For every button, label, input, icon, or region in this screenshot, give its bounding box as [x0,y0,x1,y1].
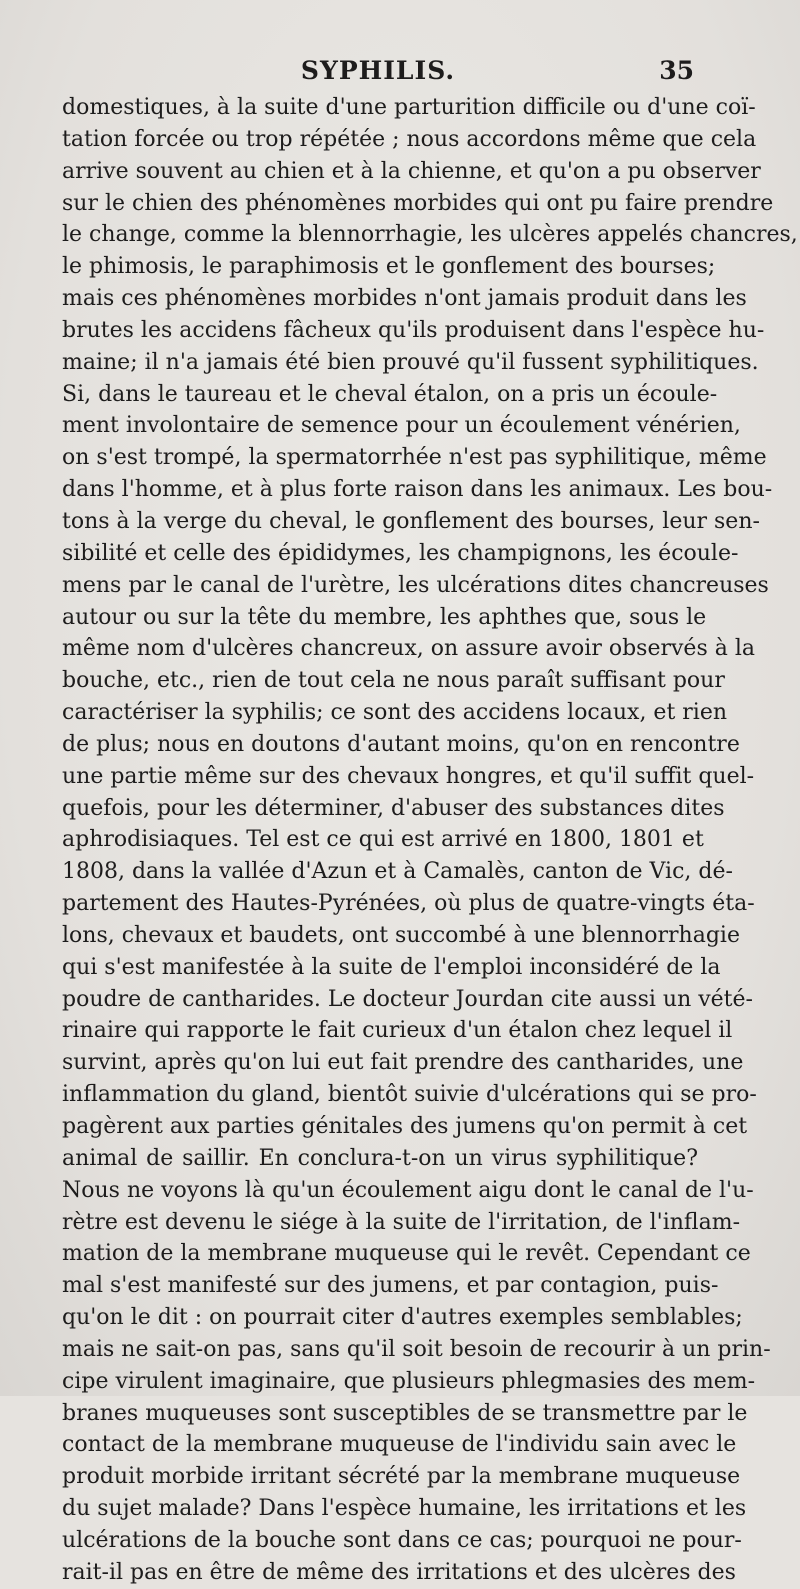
text-line: mens par le canal de l'urètre, les ulcérations dites chancreuses [62,572,769,598]
text-line: produit morbide irritant sécrété par la membrane muqueuse [62,1464,741,1490]
text-line: mais ne sait-on pas, sans qu'il soit besoin de recourir à un prin- [62,1336,771,1362]
text-line: de plus; nous en doutons d'autant moins, qu'on en rencontre [62,731,740,757]
text-line: mation de la membrane muqueuse qui le revêt. Cependant ce [62,1241,751,1267]
text-line: caractériser la syphilis; ce sont des accidens locaux, et rien [62,700,728,726]
text-line: ulcérations de la bouche sont dans ce cas; pourquoi ne pour- [62,1527,742,1553]
text-line: inflammation du gland, bientôt suivie d'ulcérations qui se pro- [62,1082,757,1108]
text-line: maine; il n'a jamais été bien prouvé qu'il fussent syphilitiques. [62,349,759,375]
text-line: poudre de cantharides. Le docteur Jourdan cite aussi un vété- [62,986,753,1012]
text-line: quefois, pour les déterminer, d'abuser des substances dites [62,795,725,821]
text-line: sibilité et celle des épididymes, les champignons, les écoule- [62,540,739,566]
text-line: dans l'homme, et à plus forte raison dans les animaux. Les bou- [62,477,773,503]
text-line: mal s'est manifesté sur des jumens, et par contagion, puis- [62,1273,719,1299]
text-line: tons à la verge du cheval, le gonflement des bourses, leur sen- [62,508,760,534]
text-line: branes muqueuses sont susceptibles de se transmettre par le [62,1400,748,1426]
text-line: contact de la membrane muqueuse de l'individu sain avec le [62,1432,737,1458]
text-line: même nom d'ulcères chancreux, on assure avoir observés à la [62,636,755,662]
text-line: tation forcée ou trop répétée ; nous accordons même que cela [62,126,757,152]
text-line: ment involontaire de semence pour un écoulement vénérien, [62,413,741,439]
text-line: pagèrent aux parties génitales des jumens qu'on permit à cet [62,1114,748,1139]
text-line: Si, dans le taureau et le cheval étalon, on a pris un écoule- [62,381,718,407]
text-line: bouche, etc., rien de tout cela ne nous paraît suffisant pour [62,668,725,694]
text-line: partement des Hautes-Pyrénées, où plus de quatre-vingts éta- [62,891,755,917]
text-line: mais ces phénomènes morbides n'ont jamais produit dans les [62,286,747,312]
text-line: du sujet malade? Dans l'espèce humaine, les irritations et les [62,1496,747,1522]
text-line: rinaire qui rapporte le fait curieux d'un étalon chez lequel il [62,1018,733,1044]
text-line: on s'est trompé, la spermatorrhée n'est pas syphilitique, même [62,445,767,471]
text-line: 1808, dans la vallée d'Azun et à Camalès, canton de Vic, dé- [62,859,733,885]
text-line: animal de saillir. En conclura-t-on un virus syphilitique? [62,1145,698,1171]
running-title: SYPHILIS. [300,56,456,85]
text-line: qui s'est manifestée à la suite de l'emploi inconsidéré de la [62,954,721,980]
text-line: le change, comme la blennorrhagie, les ulcères appelés chancres, [62,222,798,248]
text-line: lons, chevaux et baudets, ont succombé à une blennorrhagie [62,922,740,948]
text-line: autour ou sur la tête du membre, les aphthes que, sous le [62,604,707,630]
text-line: le phimosis, le paraphimosis et le gonflement des bourses; [62,254,716,280]
text-line: une partie même sur des chevaux hongres, et qu'il suffit quel- [62,763,755,789]
text-line: Nous ne voyons là qu'un écoulement aigu dont le canal de l'u- [62,1177,754,1203]
text-line: survint, après qu'on lui eut fait prendre des cantharides, une [62,1050,744,1076]
text-line: qu'on le dit : on pourrait citer d'autres exemples semblables; [62,1305,743,1331]
body-text [62,92,798,1589]
text-line: sur le chien des phénomènes morbides qui ont pu faire prendre [62,190,774,216]
page-number: 35 [659,56,694,85]
text-line: aphrodisiaques. Tel est ce qui est arrivé en 1800, 1801 et [62,827,704,853]
text-line: rètre est devenu le siége à la suite de l'irritation, de l'inflam- [62,1209,741,1235]
running-head [62,56,694,88]
text-line: arrive souvent au chien et à la chienne, et qu'on a pu observer [62,158,761,184]
text-line: domestiques, à la suite d'une parturition difficile ou d'une coï- [62,95,756,120]
text-line: rait-il pas en être de même des irritations et des ulcères des [62,1559,736,1585]
text-line: brutes les accidens fâcheux qu'ils produisent dans l'espèce hu- [62,317,765,343]
text-line: cipe virulent imaginaire, que plusieurs phlegmasies des mem- [62,1368,756,1394]
